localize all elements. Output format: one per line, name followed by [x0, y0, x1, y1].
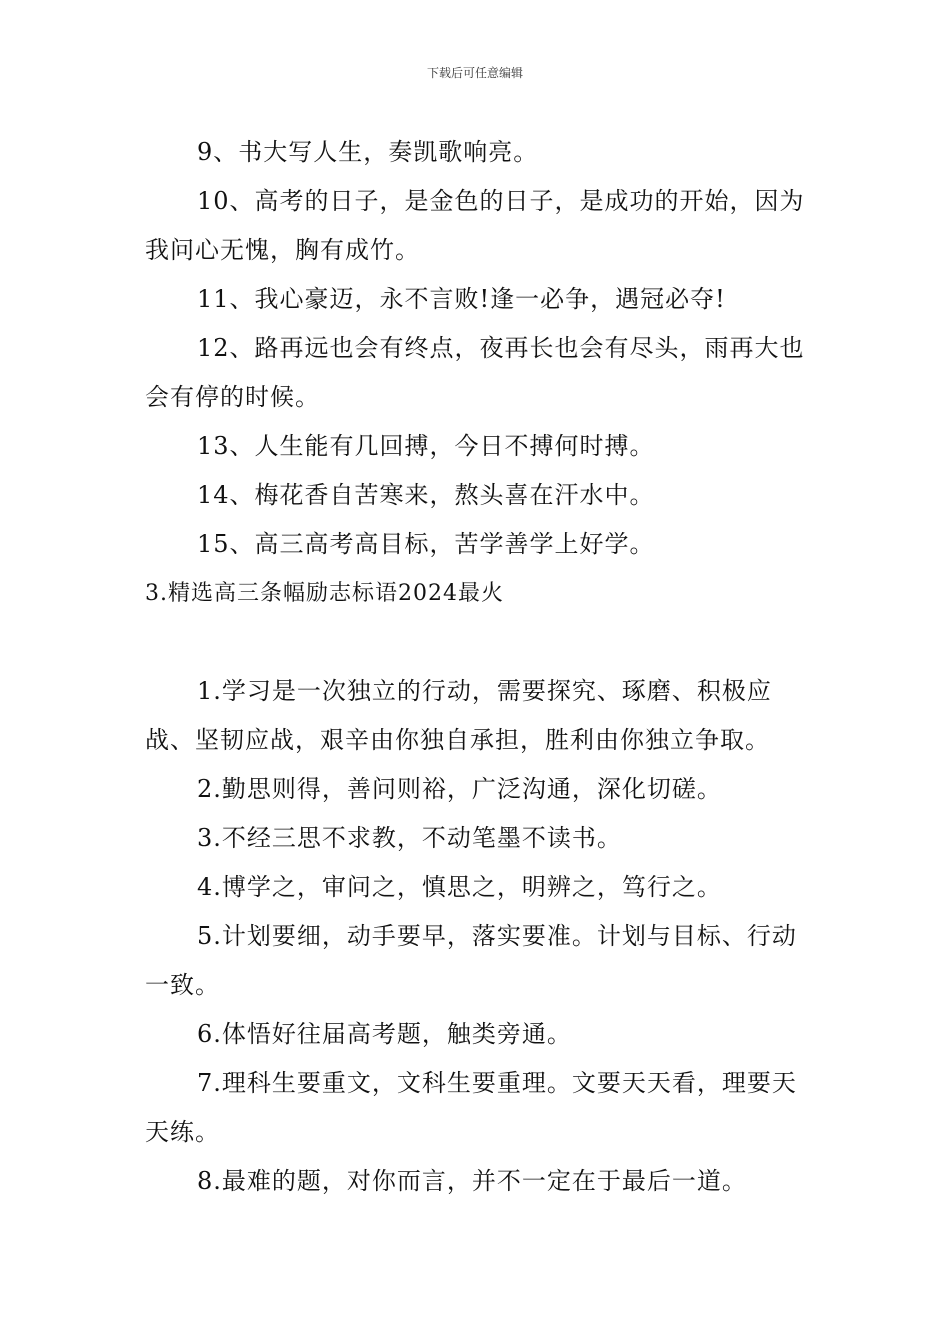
page-header: 下载后可任意编辑 [426, 66, 523, 80]
list-item: 3.不经三思不求教，不动笔墨不读书。 [197, 824, 622, 852]
section-heading: 3.精选高三条幅励志标语2024最火 [145, 581, 504, 606]
list-item: 4.博学之，审问之，慎思之，明辨之，笃行之。 [197, 873, 722, 901]
list-item: 10、高考的日子，是金色的日子，是成功的开始，因为我问心无愧，胸有成竹。 [145, 187, 805, 264]
list-item: 11、我心豪迈，永不言败!逢一必争，遇冠必夺! [197, 285, 726, 313]
list-item: 13、人生能有几回搏，今日不搏何时搏。 [197, 432, 655, 460]
list-item: 14、梅花香自苦寒来，熬头喜在汗水中。 [197, 481, 655, 509]
list-item: 5.计划要细，动手要早，落实要准。计划与目标、行动一致。 [145, 922, 797, 999]
list-item: 6.体悟好往届高考题，触类旁通。 [197, 1020, 572, 1048]
list-item: 2.勤思则得，善问则裕，广泛沟通，深化切磋。 [197, 775, 722, 803]
document-body [145, 128, 810, 1206]
list-item: 12、路再远也会有终点，夜再长也会有尽头，雨再大也会有停的时候。 [145, 334, 805, 411]
spacer [145, 618, 810, 667]
list-item: 8.最难的题，对你而言，并不一定在于最后一道。 [197, 1167, 747, 1195]
list-item: 15、高三高考高目标，苦学善学上好学。 [197, 530, 655, 558]
list-item: 1.学习是一次独立的行动，需要探究、琢磨、积极应战、坚韧应战，艰辛由你独自承担，胜利由你独立争取。 [145, 677, 772, 754]
list-item: 7.理科生要重文，文科生要重理。文要天天看，理要天天练。 [145, 1069, 797, 1146]
list-item: 9、书大写人生，奏凯歌响亮。 [197, 138, 539, 166]
